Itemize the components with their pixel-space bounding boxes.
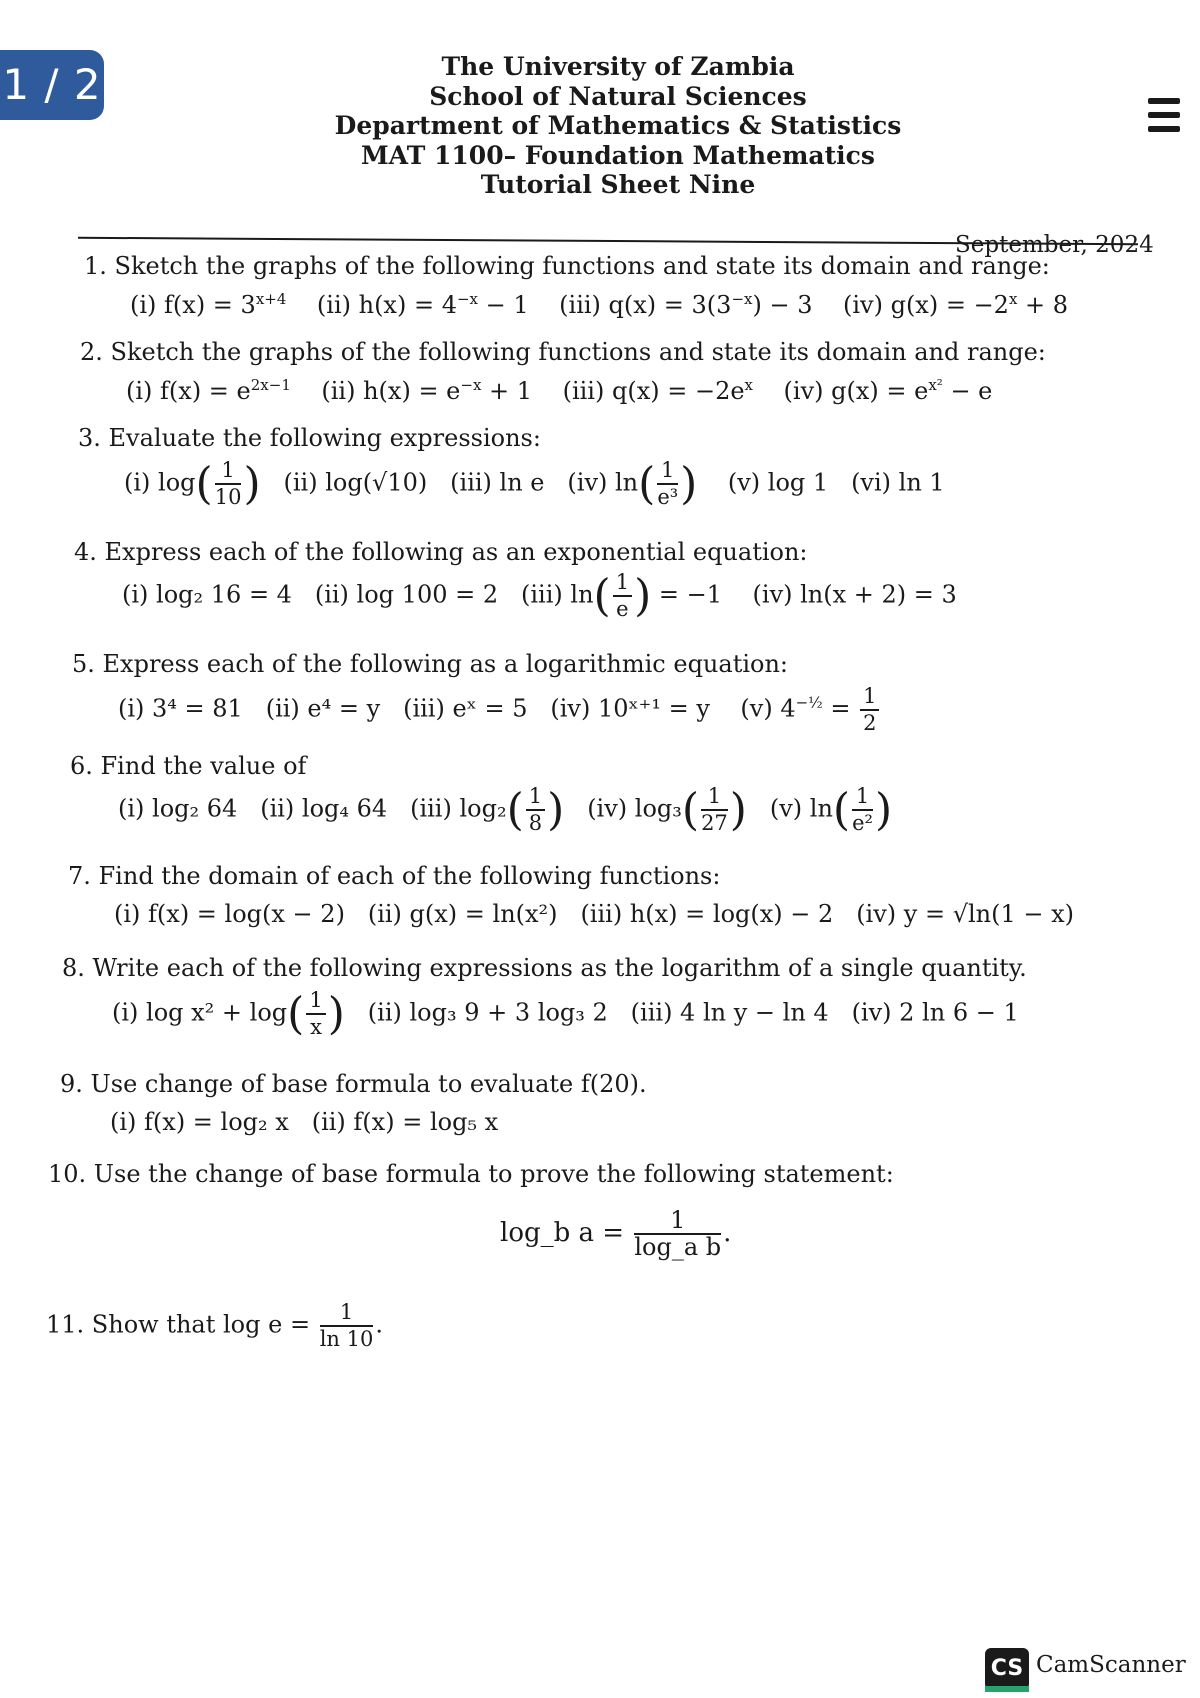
camscanner-watermark-text: CamScanner: [1036, 1652, 1186, 1678]
question-6: 6. Find the value of: [70, 752, 307, 780]
question-9-parts: (i) f(x) = log₂ x (ii) f(x) = log₅ x: [110, 1108, 499, 1136]
question-8-parts: (i) log x² + log( $\frac{1}{x}$ ) (ii) log₃ 9 + 3 log₃ 2 (iii) 4 ln y − ln 4 (iv) 2 ln 6 − 1: [112, 988, 1019, 1040]
camscanner-logo-icon: CS: [985, 1648, 1029, 1690]
question-7: 7. Find the domain of each of the following functions:: [68, 862, 721, 890]
question-4-parts: (i) log₂ 16 = 4 (ii) log 100 = 2 (iii) ln( $\frac{1}{e}$ ) = −1 (iv) ln(x + 2) = 3: [122, 570, 957, 622]
page-indicator-badge[interactable]: 1 / 2: [0, 50, 104, 120]
question-3-parts: (i) log( $\frac{1}{10}$ ) (ii) log(√10) (iii) ln e (iv) ln( $\frac{1}{\text{e³}}$ ) (v) log 1 (vi) ln 1: [124, 458, 945, 510]
document-header: [0, 52, 1200, 200]
question-5-parts: (i) 3⁴ = 81 (ii) e⁴ = y (iii) eˣ = 5 (iv) 10ˣ⁺¹ = y (v) $4^{-\frac{1}{2}}$ = $\frac{1}{2}$: [118, 684, 881, 736]
question-9: 9. Use change of base formula to evaluate f(20).: [60, 1070, 647, 1098]
sheet-title: Tutorial Sheet Nine: [480, 170, 756, 199]
question-1-parts: (i) $f(x) = 3^{x+4}$ (ii) $h(x) = 4^{-x} - 1$ (iii) $q(x) = 3(3^{-x}) - 3$ (iv) $g(x) = -2^x + 8$: [130, 290, 1069, 319]
question-10-formula: log_b a = $\frac{1}{\text{log\_a b}}$ .: [500, 1206, 732, 1261]
question-11: 11. Show that log e = $\frac{1}{\ln 10}$ .: [46, 1300, 383, 1351]
course-title: MAT 1100– Foundation Mathematics: [361, 140, 875, 170]
university-name: The University of Zambia: [441, 52, 795, 81]
school-name: School of Natural Sciences: [429, 81, 807, 111]
question-4: 4. Express each of the following as an exponential equation:: [74, 538, 808, 566]
question-2: 2. Sketch the graphs of the following functions and state its domain and range:: [80, 338, 1046, 366]
question-8: 8. Write each of the following expressions as the logarithm of a single quantity.: [62, 954, 1027, 982]
question-1: 1. Sketch the graphs of the following functions and state its domain and range:: [84, 252, 1050, 280]
department-name: Department of Mathematics & Statistics: [334, 111, 902, 140]
question-7-parts: (i) f(x) = log(x − 2) (ii) g(x) = ln(x²) (iii) h(x) = log(x) − 2 (iv) y = √ln(1 − x): [114, 900, 1075, 928]
question-2-parts: (i) $f(x) = e^{2x-1}$ (ii) $h(x) = e^{-x} + 1$ (iii) $q(x) = -2e^x$ (iv) $g(x) = e^{x^2} - e$: [126, 376, 993, 405]
question-5: 5. Express each of the following as a logarithmic equation:: [72, 650, 789, 678]
camscanner-logo-accent: [985, 1686, 1029, 1692]
question-6-parts: (i) log₂ 64 (ii) log₄ 64 (iii) log₂( $\frac{1}{8}$ ) (iv) log₃( $\frac{1}{27}$ ) (v) ln( $\frac{1}{\text{e²}}$ ): [118, 784, 893, 836]
question-3: 3. Evaluate the following expressions:: [78, 424, 541, 452]
question-10: 10. Use the change of base formula to prove the following statement:: [48, 1160, 894, 1188]
document-date: September, 2024: [955, 232, 1154, 258]
